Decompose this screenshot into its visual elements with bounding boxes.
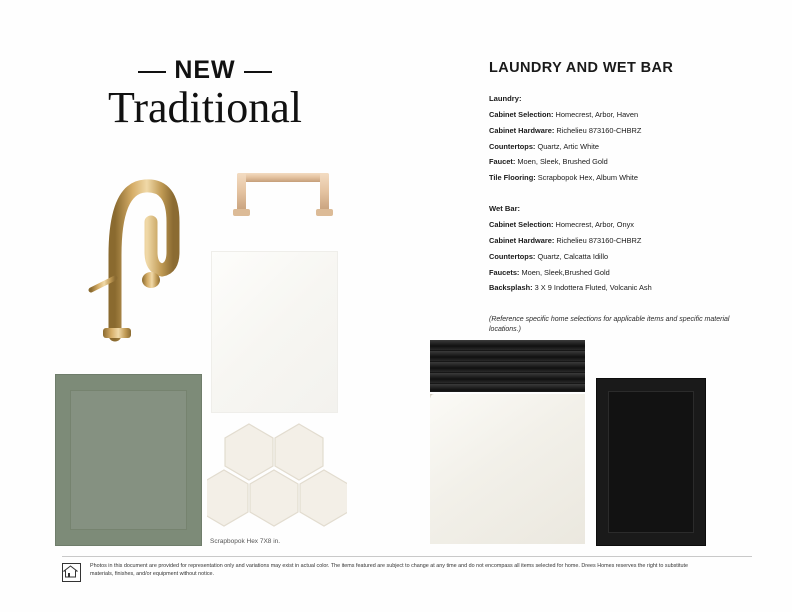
spec-label: Cabinet Selection:: [489, 110, 554, 119]
backsplash-stripe: [430, 351, 585, 361]
backsplash-stripe: [430, 362, 585, 372]
footer-disclaimer: Photos in this document are provided for representation only and variations may exist in actual color. The items featured are subject to change at any time and do not encompass all items selected for home. Drees Homes reserves the right to substitute materials, finishes, and/or equipment without notice.: [90, 563, 688, 578]
spec-line: [489, 110, 751, 119]
footer: [62, 562, 712, 582]
album-white-hex-tile-swatch: [207, 418, 347, 543]
spec-value: Homecrest, Arbor, Onyx: [553, 220, 634, 230]
spec-label: Faucets:: [489, 267, 520, 277]
spec-label: Faucet:: [489, 157, 516, 167]
spec-value: Richelieu 873160-CHBRZ: [554, 125, 642, 135]
page-title: LAUNDRY AND WET BAR: [489, 60, 674, 76]
calacatta-idillo-quartz-swatch: [430, 394, 585, 544]
spec-group-wet-bar: [489, 204, 751, 292]
spec-value: Quartz, Artic White: [535, 141, 600, 151]
spec-line: [489, 157, 751, 166]
backsplash-stripe: [430, 384, 585, 392]
spec-value: Quartz, Calcatta Idillo: [535, 251, 609, 261]
hex-tile-caption: Scrapbopok Hex 7X8 in.: [210, 538, 281, 545]
spec-label: Cabinet Selection:: [489, 220, 554, 230]
cabinet-door-panel: [608, 391, 694, 533]
spec-line: [489, 126, 751, 135]
spec-value: Moen, Sleek,Brushed Gold: [519, 267, 610, 277]
house-icon: [63, 564, 78, 579]
spec-heading: Laundry:: [489, 94, 522, 103]
backsplash-stripe: [430, 373, 585, 383]
spec-value: Homecrest, Arbor, Haven: [553, 110, 639, 119]
spec-value: 3 X 9 Indottera Fluted, Volcanic Ash: [532, 283, 652, 293]
hex-tile-icon: [207, 418, 347, 543]
spec-line: [489, 236, 751, 245]
spec-label: Cabinet Hardware:: [489, 236, 555, 245]
spec-label: Countertops:: [489, 251, 536, 261]
logo-new-text: NEW: [168, 58, 241, 83]
spec-group-laundry: [489, 94, 751, 182]
haven-green-cabinet-door-image: [55, 374, 202, 546]
onyx-black-cabinet-door-image: [596, 378, 706, 546]
logo-line-new: [100, 58, 310, 83]
spec-label: Countertops:: [489, 141, 536, 151]
specifications-panel: [489, 60, 751, 336]
spec-label: Backsplash:: [489, 283, 533, 293]
faucet-icon: [85, 160, 190, 342]
spec-line: [489, 283, 751, 292]
spec-heading: Wet Bar:: [489, 204, 521, 214]
equal-housing-opportunity-icon: [62, 563, 81, 582]
spec-value: Scrapbopok Hex, Album White: [535, 173, 638, 182]
spec-label: Tile Flooring:: [489, 173, 536, 182]
footer-divider: [62, 556, 752, 557]
brushed-gold-faucet-image: [85, 160, 190, 342]
spec-value: Richelieu 873160-CHBRZ: [554, 236, 642, 245]
spec-line: [489, 268, 751, 277]
cabinet-door-panel: [70, 390, 187, 530]
spec-line: [489, 252, 751, 261]
spec-label: Cabinet Hardware:: [489, 125, 555, 135]
reference-note: (Reference specific home selections for applicable items and specific material locations.): [489, 315, 730, 333]
volcanic-ash-fluted-backsplash-swatch: [430, 340, 585, 392]
backsplash-stripe: [430, 340, 585, 350]
cabinet-pull-icon: [225, 165, 340, 235]
spec-value: Moen, Sleek, Brushed Gold: [515, 157, 608, 167]
spec-line: [489, 220, 751, 229]
logo-line-traditional: Traditional: [108, 83, 302, 132]
spec-line: [489, 173, 751, 182]
cabinet-pull-hardware-image: [225, 165, 340, 235]
spec-line: [489, 142, 751, 151]
artic-white-quartz-swatch: [212, 252, 337, 412]
brand-logo: [100, 58, 310, 131]
